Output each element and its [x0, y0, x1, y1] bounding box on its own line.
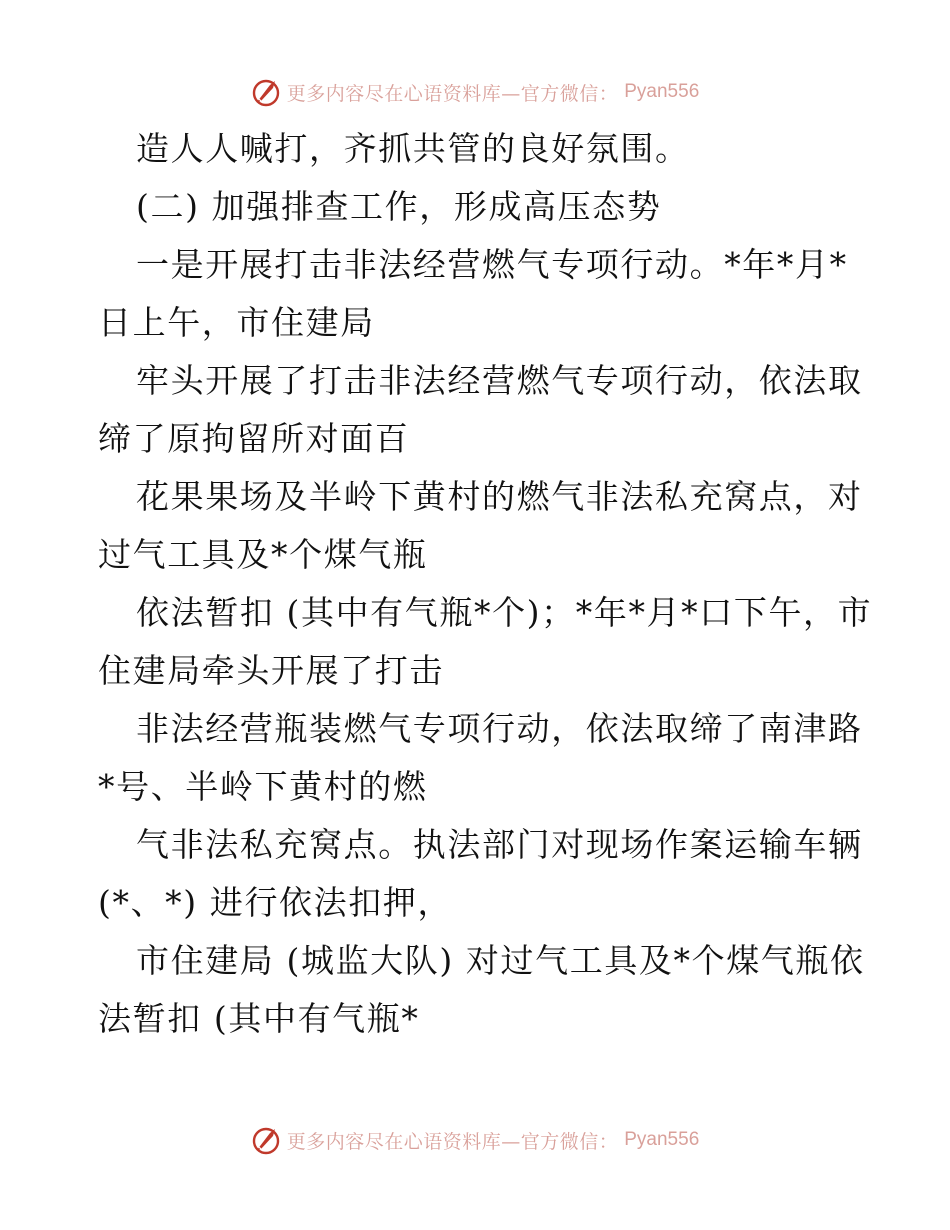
- body-text-line: 花果果场及半岭下黄村的燃气非法私充窝点，对: [136, 477, 863, 516]
- header-watermark: [0, 72, 950, 112]
- footer-watermark-inner: [251, 1125, 700, 1155]
- watermark-wechat-id: Pyan556: [624, 81, 700, 102]
- body-text-line: 非法经营瓶装燃气专项行动，依法取缔了南津路: [136, 709, 863, 748]
- watermark-text: 更多内容尽在心语资料库—官方微信：: [286, 82, 619, 105]
- body-text-line: 法暂扣 (其中有气瓶*: [98, 999, 420, 1038]
- body-text-line: (*、*) 进行依法扣押，: [98, 883, 453, 922]
- watermark-text: 更多内容尽在心语资料库—官方微信：: [286, 1130, 619, 1153]
- body-text-line: 日上午，市住建局: [98, 303, 375, 342]
- body-text-line: 缔了原拘留所对面百: [98, 419, 410, 458]
- body-text-line: 市住建局 (城监大队) 对过气工具及*个煤气瓶依: [136, 941, 865, 980]
- footer-watermark: [0, 1120, 950, 1160]
- pen-nib-logo-icon: [251, 1125, 281, 1155]
- document-body: [98, 120, 873, 1048]
- watermark-wechat-id: Pyan556: [624, 1129, 700, 1150]
- body-text-line: 过气工具及*个煤气瓶: [98, 535, 428, 574]
- body-text-line: 一是开展打击非法经营燃气专项行动。*年*月*: [136, 245, 848, 284]
- body-text-line: 住建局牵头开展了打击: [98, 651, 444, 690]
- body-text-line: 依法暂扣 (其中有气瓶*个)；*年*月*口下午，市: [136, 593, 873, 632]
- body-text-line: 造人人喊打，齐抓共管的良好氛围。: [136, 129, 690, 168]
- body-text-line: 气非法私充窝点。执法部门对现场作案运输车辆: [136, 825, 863, 864]
- header-watermark-inner: [251, 77, 700, 107]
- body-text-line: 牢头开展了打击非法经营燃气专项行动，依法取: [136, 361, 863, 400]
- body-text-line: *号、半岭下黄村的燃: [98, 767, 428, 806]
- pen-nib-logo-icon: [251, 77, 281, 107]
- body-text-line: (二) 加强排查工作，形成高压态势: [136, 187, 662, 226]
